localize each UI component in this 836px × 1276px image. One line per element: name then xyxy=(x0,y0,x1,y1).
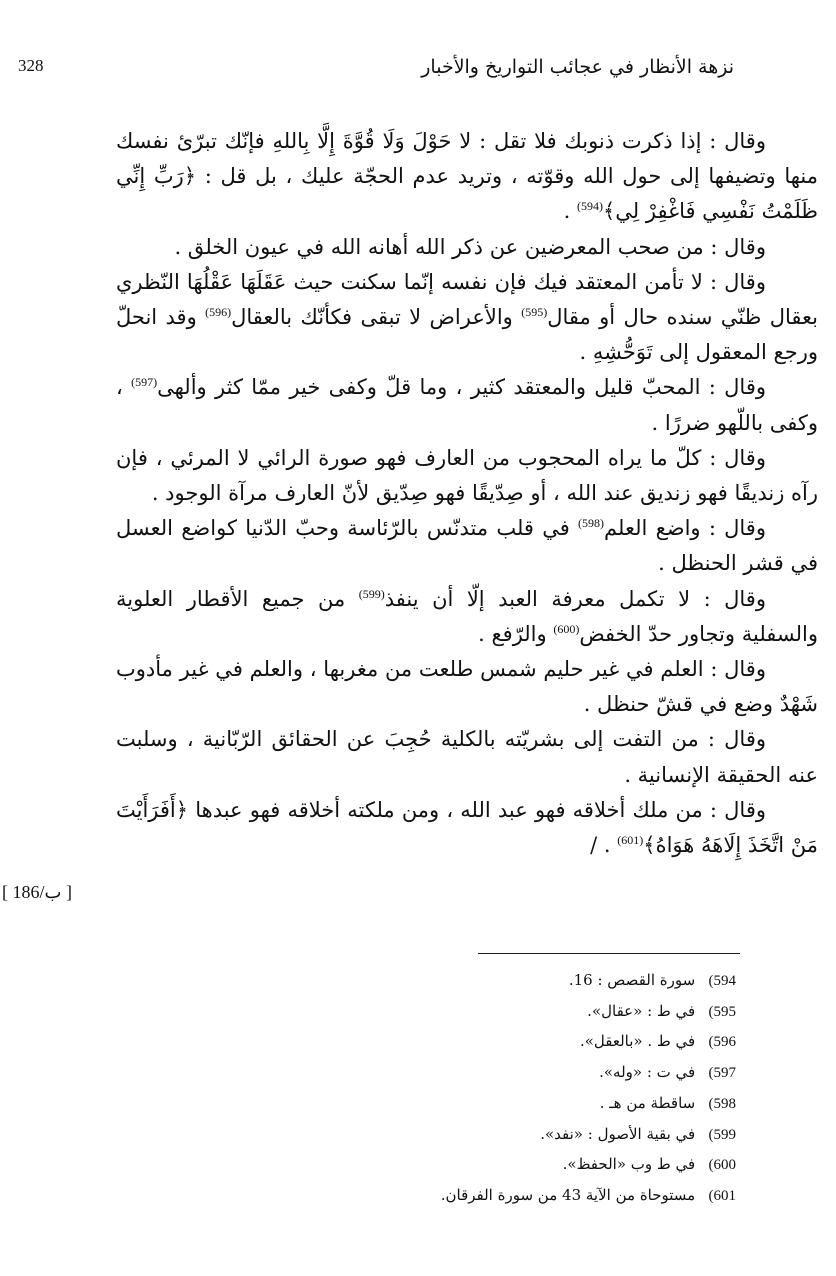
footnote-text: في ط . «بالعقل». xyxy=(579,1032,696,1051)
footnote-text: في بقية الأصول : «نفد». xyxy=(540,1124,696,1143)
footnote xyxy=(316,997,736,1028)
main-text xyxy=(116,124,818,863)
footnote-number: 594) xyxy=(708,973,736,989)
footnote xyxy=(316,1181,736,1212)
footnote-separator xyxy=(478,953,740,954)
paragraph: وقال : العلم في غير حليم شمس طلعت من مغربها ، والعلم في غير مأدوب شَهْدٌ وضع في قشّ حنظل . xyxy=(116,657,818,717)
paragraph: وقال : لا تكمل معرفة العبد إلّا أن ينفذ$^{(599)}$ من جميع الأقطار العلوية والسفلية وتجاور حدّ الخفض$^{(600)}$ والرّفع . xyxy=(116,586,818,646)
footnote-text: مستوحاة من الآية 43 من سورة الفرقان. xyxy=(440,1185,696,1204)
manuscript-folio-note: [ 186/ب ] xyxy=(2,882,72,902)
footnote xyxy=(316,1150,736,1181)
paragraph: وقال : المحبّ قليل والمعتقد كثير ، وما قلّ وكفى خير ممّا كثر وألهى$^{(597)}$ ، وكفى باللّهو ضررًا . xyxy=(116,375,818,435)
footnote-text: في ط : «عقال». xyxy=(587,1001,696,1020)
footnote-ref[interactable]: (596) xyxy=(205,305,232,320)
paragraph: وقال : من التفت إلى بشريّته بالكلية حُجِبَ عن الحقائق الرّبّانية ، وسلبت عنه الحقيقة الإنسانية . xyxy=(116,727,818,787)
paragraph: وقال : إذا ذكرت ذنوبك فلا تقل : لا حَوْلَ وَلَا قُوَّةَ إِلَّا بِاللهِ فإنّك تبرّئ نفسك منها وتضيفها إلى حول الله وقوّته ، وتريد عدم الحجّة عليك ، بل قل : ﴿رَبِّ إِنِّي ظَلَمْتُ نَفْسِي فَاغْفِرْ لِي﴾$^{(594)}$ . xyxy=(116,129,818,224)
footnote-number: 595) xyxy=(708,1003,736,1020)
page-number: 328 xyxy=(18,56,44,75)
paragraph: وقال : واضع العلم$^{(598)}$ في قلب متدنّس بالرّئاسة وحبّ الدّنيا كواضع العسل في قشر الحنظل . xyxy=(116,516,818,576)
footnote xyxy=(316,1058,736,1089)
running-title: نزهة الأنظار في عجائب التواريخ والأخبار xyxy=(421,56,734,78)
footnote-ref[interactable]: (601) xyxy=(617,833,644,848)
footnote-ref[interactable]: (594) xyxy=(577,199,603,214)
footnote-text: في ط وب «الحفظ». xyxy=(562,1155,696,1174)
page-header xyxy=(18,56,734,88)
footnote-number: 601) xyxy=(708,1187,736,1204)
paragraph: وقال : من صحب المعرضين عن ذكر الله أهانه الله في عيون الخلق . xyxy=(174,234,766,259)
footnote-ref[interactable]: (595) xyxy=(521,305,548,320)
footnote-number: 600) xyxy=(708,1157,736,1174)
footnote-text: سورة القصص : 16. xyxy=(568,971,696,989)
footnote xyxy=(316,1027,736,1058)
paragraph: وقال : من ملك أخلاقه فهو عبد الله ، ومن ملكته أخلاقه فهو عبدها ﴿أَفَرَأَيْتَ مَنْ اتَّخَذَ إِلَاهَهُ هَوَاهُ﴾$^{(601)}$ . / xyxy=(116,797,818,858)
footnote-text: ساقطة من هـ . xyxy=(599,1093,696,1112)
footnotes xyxy=(316,966,736,1212)
footnote-number: 598) xyxy=(708,1095,736,1112)
paragraph: وقال : لا تأمن المعتقد فيك فإن نفسه إنّما سكنت حيث عَقَلَهَا عَقْلُهَا النّظري بعقال ظنّي سنده حال أو مقال$^{(595)}$ والأعراض لا تبقى فكأنّك بالعقال$^{(596)}$ وقد انحلّ ورجع المعقول إلى تَوَحُّشِهِ . xyxy=(116,269,818,365)
footnote-ref[interactable]: (599) xyxy=(358,586,385,601)
footnote xyxy=(316,966,736,997)
footnote-text: في ت : «وله». xyxy=(599,1063,696,1082)
footnote-ref[interactable]: (597) xyxy=(131,375,158,390)
footnote-ref[interactable]: (600) xyxy=(553,621,580,636)
paragraph: وقال : كلّ ما يراه المحجوب من العارف فهو صورة الرائي لا المرئي ، فإن رآه زنديقًا فهو زنديق عند الله ، أو صِدّيقًا فهو صِدّيق لأنّ العارف مرآة الوجود . xyxy=(116,445,818,506)
footnote-number: 597) xyxy=(708,1065,736,1082)
footnote-number: 596) xyxy=(708,1034,736,1051)
footnote-ref[interactable]: (598) xyxy=(578,516,605,531)
footnote xyxy=(316,1120,736,1151)
footnote xyxy=(316,1089,736,1120)
footnote-number: 599) xyxy=(708,1126,736,1143)
